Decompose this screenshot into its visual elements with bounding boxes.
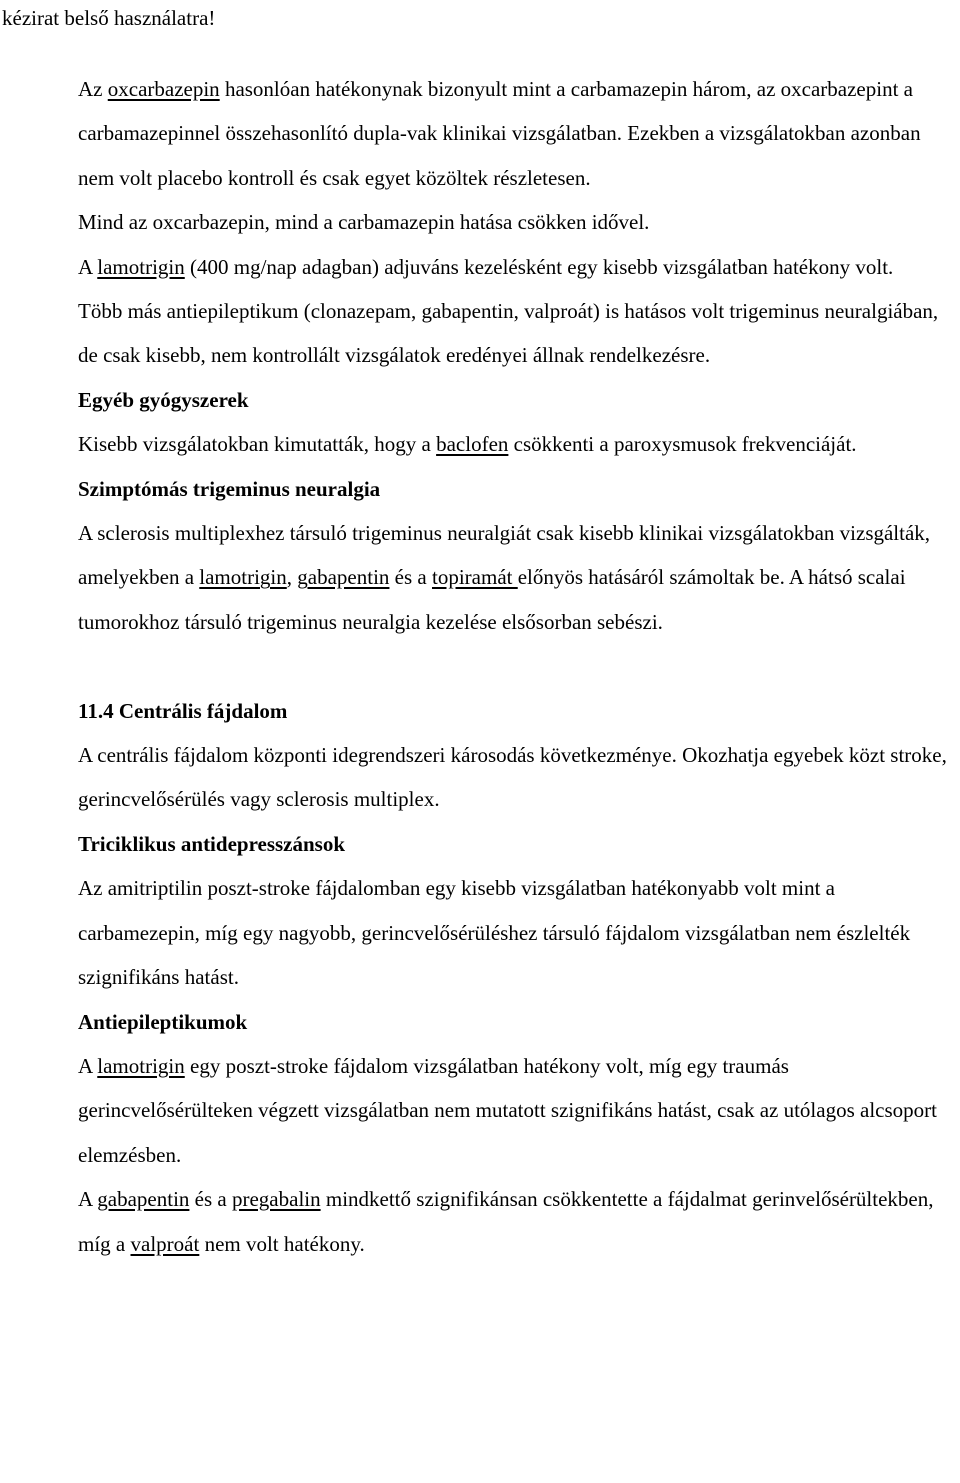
paragraph-amitriptilin: Az amitriptilin poszt-stroke fájdalomban egy kisebb vizsgálatban hatékonyabb volt mint a carbamezepin, míg egy nagyobb, gerincvelősérüléshez társuló fájdalom vizsgálatban nem észlelték szignifikáns hatást. <box>78 876 911 990</box>
link-oxcarbazepin[interactable]: oxcarbazepin <box>107 77 220 101</box>
link-valproat[interactable]: valproát <box>130 1231 200 1256</box>
paragraph-spacer <box>78 644 958 688</box>
heading-antiepileptics: Antiepileptikumok <box>78 1009 248 1034</box>
heading-central-pain: 11.4 Centrális fájdalom <box>78 698 288 723</box>
paragraph-gabapentin-pregabalin: A gabapentin és a pregabalin mindkettő szignifikánsan csökkentette a fájdalmat gerinvelősérültekben, míg a valproát nem volt hatékony. <box>78 1187 934 1256</box>
link-baclofen[interactable]: baclofen <box>436 432 509 457</box>
paragraph-baclofen: Kisebb vizsgálatokban kimutatták, hogy a baclofen csökkenti a paroxysmusok frekvenciáját. <box>78 432 857 457</box>
link-lamotrigin[interactable]: lamotrigin <box>97 254 185 279</box>
paragraph-other-antiepileptics: Több más antiepileptikum (clonazepam, gabapentin, valproát) is hatásos volt trigeminus neuralgiában, de csak kisebb, nem kontrollált vizsgálatok eredényei állnak rendelkezésre. <box>78 299 939 368</box>
link-lamotrigin-2[interactable]: lamotrigin <box>199 565 287 590</box>
paragraph-lamotrigin-poststroke: A lamotrigin egy poszt-stroke fájdalom vizsgálatban hatékony volt, míg egy traumás gerincvelősérülteken végzett vizsgálatban nem mutatott szignifikáns hatást, csak az utólagos alcsoport elemzésben. <box>78 1053 937 1167</box>
link-topiramat[interactable]: topiramát <box>432 565 518 590</box>
paragraph-lamotrigin: A lamotrigin (400 mg/nap adagban) adjuváns kezelésként egy kisebb vizsgálatban hatékony volt. <box>78 254 894 279</box>
paragraph-efficacy-decline: Mind az oxcarbazepin, mind a carbamazepin hatása csökken idővel. <box>78 210 650 235</box>
link-gabapentin-2[interactable]: gabapentin <box>97 1187 190 1212</box>
link-pregabalin[interactable]: pregabalin <box>231 1187 321 1212</box>
heading-tricyclic-antidepressants: Triciklikus antidepresszánsok <box>78 831 346 856</box>
link-gabapentin[interactable]: gabapentin <box>297 565 390 590</box>
heading-other-drugs: Egyéb gyógyszerek <box>78 387 249 412</box>
heading-symptomatic-neuralgia: Szimptómás trigeminus neuralgia <box>78 476 381 501</box>
paragraph-sclerosis-multiplex: A sclerosis multiplexhez társuló trigeminus neuralgiát csak kisebb klinikai vizsgálatokban vizsgálták, amelyekben a lamotrigin, gabapentin és a topiramát előnyös hatásáról számoltak be. A hátsó scalai tumorokhoz társuló trigeminus neuralgia kezelése elsősorban sebészi. <box>78 521 931 634</box>
paragraph-oxcarbazepin: Az oxcarbazepin hasonlóan hatékonynak bizonyult mint a carbamazepin három, az oxcarbazepint a carbamazepinnel összehasonlító dupla-vak klinikai vizsgálatban. Ezekben a vizsgálatokban azonban nem volt placebo kontroll és csak egyet közöltek részletesen. <box>78 77 921 190</box>
link-lamotrigin-3[interactable]: lamotrigin <box>97 1053 185 1078</box>
document-header: kézirat belső használatra! <box>2 6 216 30</box>
document-body <box>78 67 958 1266</box>
paragraph-central-pain: A centrális fájdalom központi idegrendszeri károsodás következménye. Okozhatja egyebek közt stroke, gerincvelősérülés vagy sclerosis multiplex. <box>78 743 947 812</box>
